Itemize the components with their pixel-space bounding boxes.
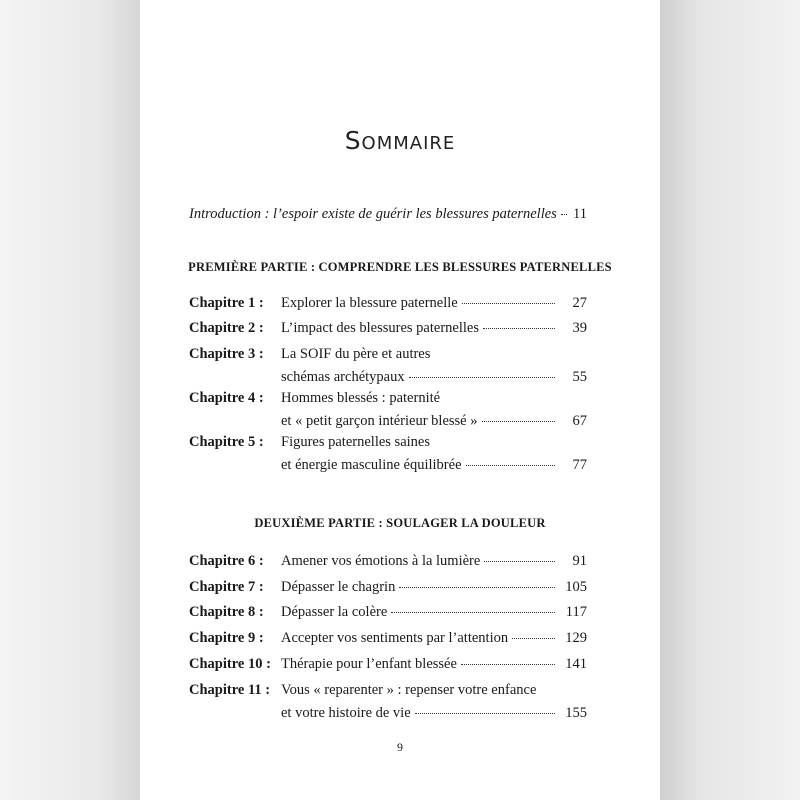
dot-leader <box>466 465 556 466</box>
chapter-title: Explorer la blessure paternelle <box>281 295 458 311</box>
dot-leader <box>399 587 555 588</box>
chapter-label: Chapitre 8 : <box>189 604 264 620</box>
book-page <box>140 0 660 800</box>
dot-leader <box>482 421 556 422</box>
toc-entry-chapter-8[interactable] <box>189 601 587 624</box>
chapter-label: Chapitre 3 : <box>189 346 264 362</box>
chapter-title: Dépasser la colère <box>281 604 388 620</box>
chapter-page: 67 <box>572 413 587 429</box>
chapter-page: 117 <box>565 604 587 620</box>
toc-entry-chapter-9[interactable] <box>189 627 587 650</box>
chapter-title: Accepter vos sentiments par l’attention <box>281 630 509 646</box>
toc-entry-chapter-11[interactable] <box>189 679 587 725</box>
chapter-title: Thérapie pour l’enfant blessée <box>281 656 457 672</box>
chapter-page: 155 <box>565 705 587 721</box>
chapter-page: 91 <box>572 553 587 569</box>
chapter-title-line-2: schémas archétypaux <box>281 369 405 385</box>
page-number: 9 <box>397 740 403 754</box>
chapter-label: Chapitre 2 : <box>189 320 264 336</box>
chapter-title-line-2: et énergie masculine équilibrée <box>281 457 462 473</box>
chapter-title-line-1: Figures paternelles saines <box>281 434 430 450</box>
chapter-label: Chapitre 7 : <box>189 579 264 595</box>
chapter-title: L’impact des blessures paternelles <box>281 320 479 336</box>
dot-leader <box>461 664 555 665</box>
dot-leader <box>561 214 567 215</box>
chapter-label: Chapitre 4 : <box>189 390 264 406</box>
dot-leader <box>409 377 555 378</box>
toc-entry-chapter-1[interactable] <box>189 292 587 315</box>
chapter-page: 39 <box>572 320 587 336</box>
chapter-page: 129 <box>565 630 587 646</box>
toc-entry-chapter-6[interactable] <box>189 550 587 573</box>
chapter-title-line-1: La SOIF du père et autres <box>281 346 431 362</box>
toc-entry-chapter-5[interactable] <box>189 431 587 477</box>
chapter-label: Chapitre 5 : <box>189 434 264 450</box>
chapter-label: Chapitre 1 : <box>189 295 264 311</box>
dot-leader <box>483 328 555 329</box>
chapter-page: 55 <box>572 369 587 385</box>
page-title: Sommaire <box>344 126 456 155</box>
chapter-page: 77 <box>572 457 587 473</box>
chapter-title: Dépasser le chagrin <box>281 579 396 595</box>
chapter-title-line-1: Vous « reparenter » : repenser votre enfance <box>281 682 537 698</box>
dot-leader <box>462 303 555 304</box>
chapter-page: 27 <box>572 295 587 311</box>
chapter-label: Chapitre 9 : <box>189 630 264 646</box>
left-margin-shadow <box>0 0 140 800</box>
chapter-label: Chapitre 6 : <box>189 553 264 569</box>
introduction-page: 11 <box>573 206 587 222</box>
toc-entry-chapter-7[interactable] <box>189 576 587 599</box>
chapter-page: 141 <box>565 656 587 672</box>
toc-entry-chapter-4[interactable] <box>189 387 587 433</box>
dot-leader <box>391 612 555 613</box>
toc-entry-introduction[interactable] <box>189 204 587 224</box>
chapter-title-line-1: Hommes blessés : paternité <box>281 390 441 406</box>
chapter-title-line-2: et « petit garçon intérieur blessé » <box>281 413 478 429</box>
toc-entry-chapter-10[interactable] <box>189 653 587 676</box>
dot-leader <box>484 561 555 562</box>
chapter-label: Chapitre 10 : <box>189 656 271 672</box>
dot-leader <box>415 713 555 714</box>
chapter-title-line-2: et votre histoire de vie <box>281 705 411 721</box>
toc-entry-chapter-2[interactable] <box>189 317 587 340</box>
part-two-heading: DEUXIÈME PARTIE : SOULAGER LA DOULEUR <box>254 516 546 530</box>
right-margin-shadow <box>660 0 800 800</box>
chapter-page: 105 <box>565 579 587 595</box>
toc-entry-chapter-3[interactable] <box>189 343 587 389</box>
introduction-title: Introduction : l’espoir existe de guérir les blessures paternelles <box>189 206 557 222</box>
chapter-label: Chapitre 11 : <box>189 682 271 698</box>
chapter-title: Amener vos émotions à la lumière <box>281 553 481 569</box>
dot-leader <box>512 638 555 639</box>
part-one-heading: PREMIÈRE PARTIE : COMPRENDRE LES BLESSURES PATERNELLES <box>188 260 612 274</box>
